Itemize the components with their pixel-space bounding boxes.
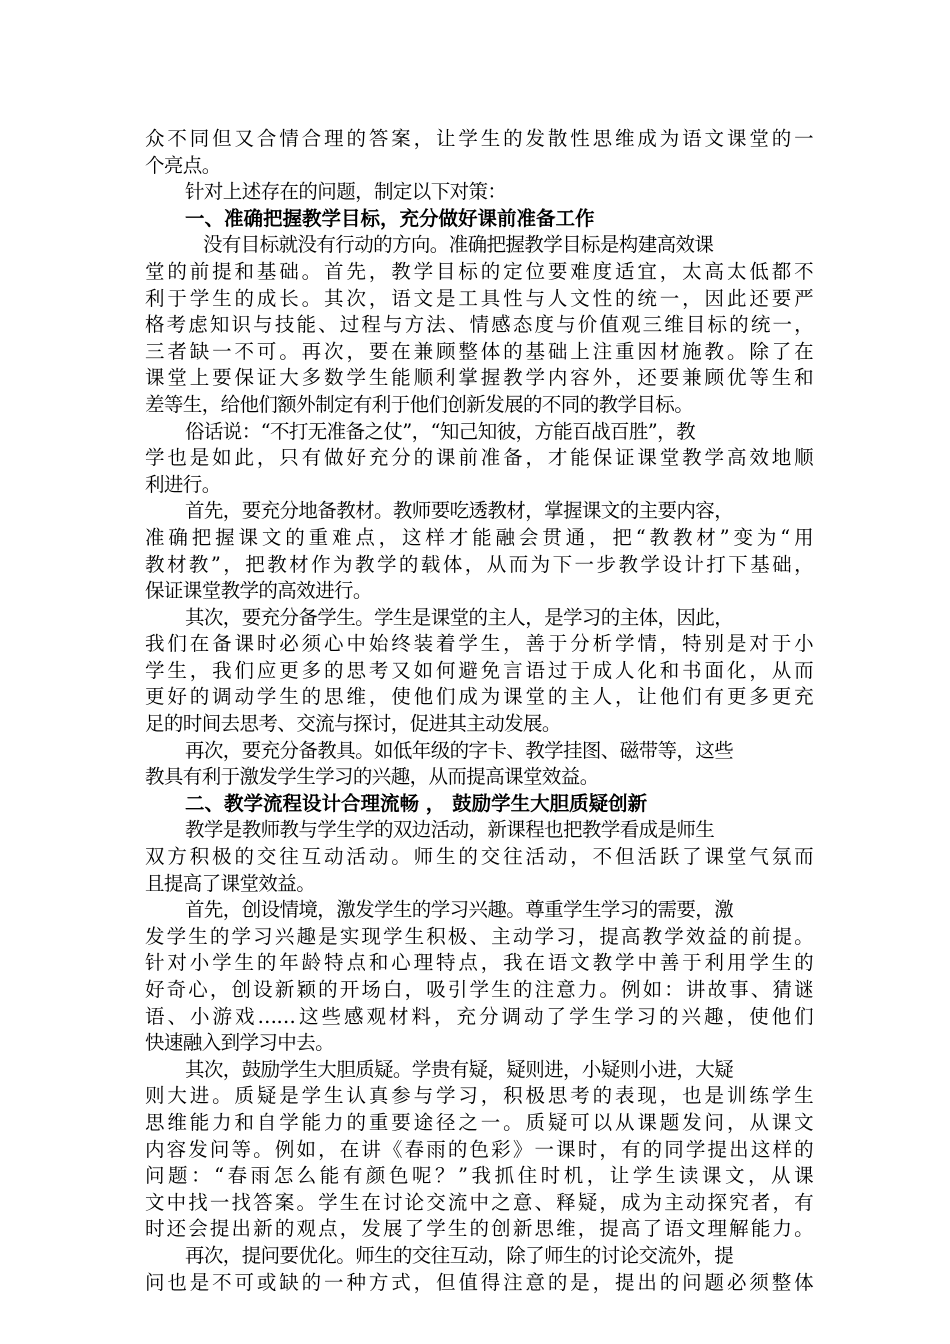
text-line: 准确把握课文的重难点，这样才能融会贯通，把“教教材”变为“用 [145, 525, 813, 549]
text-line: 三者缺一不可。再次，要在兼顾整体的基础上注重因材施教。除了在 [145, 339, 813, 363]
text-line: 快速融入到学习中去。 [145, 1031, 335, 1055]
text-line: 差等生，给他们额外制定有利于他们创新发展的不同的教学目标。 [145, 392, 694, 416]
text-line: 时还会提出新的观点，发展了学生的创新思维，提高了语文理解能力。 [145, 1217, 813, 1241]
text-line: 格考虑知识与技能、过程与方法、情感态度与价值观三维目标的统一， [145, 313, 813, 337]
text-line: 其次，要充分备学生。学生是课堂的主人，是学习的主体，因此， [185, 605, 734, 629]
text-line: 针对小学生的年龄特点和心理特点，我在语文教学中善于利用学生的 [145, 951, 813, 975]
document-body [145, 126, 813, 1296]
text-line: 好奇心，创设新颖的开场白，吸引学生的注意力。例如：讲故事、猜谜 [145, 978, 813, 1001]
text-line: 堂的前提和基础。首先，教学目标的定位要难度适宜，太高太低都不 [145, 259, 813, 283]
text-line: 课堂上要保证大多数学生能顺利掌握教学内容外，还要兼顾优等生和 [145, 366, 813, 390]
text-line: 个亮点。 [145, 153, 221, 177]
text-line: 保证课堂教学的高效进行。 [145, 579, 372, 603]
text-line: 足的时间去思考、交流与探讨，促进其主动发展。 [145, 712, 561, 736]
text-line: 发学生的学习兴趣是实现学生积极、主动学习，提高教学效益的前提。 [145, 924, 813, 948]
text-line: 再次，要充分备教具。如低年级的字卡、教学挂图、磁带等，这些 [185, 738, 734, 762]
text-line: 再次，提问要优化。师生的交往互动，除了师生的讨论交流外，提 [185, 1243, 734, 1267]
text-line: 教具有利于激发学生学习的兴趣，从而提高课堂效益。 [145, 765, 599, 789]
text-line: 其次，鼓励学生大胆质疑。学贵有疑，疑则进，小疑则小进，大疑 [185, 1057, 734, 1081]
text-line: 思维能力和自学能力的重要途径之一。质疑可以从课题发问，从课文 [145, 1110, 813, 1134]
text-line: 众不同但又合情合理的答案，让学生的发散性思维成为语文课堂的一 [145, 127, 813, 150]
text-line: 则大进。质疑是学生认真参与学习，积极思考的表现，也是训练学生 [145, 1084, 813, 1108]
text-line: 内容发问等。例如，在讲《春雨的色彩》一课时，有的同学提出这样的 [145, 1137, 813, 1161]
text-line: 俗话说：“不打无准备之仗”，“知己知彼，方能百战百胜”，教 [185, 419, 695, 443]
section-heading-2: 二、教学流程设计合理流畅 ， 鼓励学生大胆质疑创新 [185, 791, 648, 815]
text-line: 学生，我们应更多的思考又如何避免言语过于成人化和书面化，从而 [145, 658, 813, 682]
text-line: 学也是如此，只有做好充分的课前准备，才能保证课堂教学高效地顺 [145, 446, 813, 470]
text-line: 问题：“春雨怎么能有颜色呢？”我抓住时机，让学生读课文，从课 [145, 1164, 813, 1188]
text-line: 没有目标就没有行动的方向。准确把握教学目标是构建高效课 [203, 233, 714, 257]
text-line: 文中找一找答案。学生在讨论交流中之意、释疑，成为主动探究者，有 [145, 1190, 813, 1214]
text-line: 问也是不可或缺的一种方式，但值得注意的是，提出的问题必须整体 [145, 1270, 813, 1294]
text-line: 更好的调动学生的思维，使他们成为课堂的主人，让他们有更多更充 [145, 685, 813, 709]
text-line: 且提高了课堂效益。 [145, 871, 316, 895]
section-heading-1: 一、准确把握教学目标，充分做好课前准备工作 [185, 206, 595, 230]
text-line: 利进行。 [145, 472, 221, 496]
text-line: 首先，创设情境，激发学生的学习兴趣。尊重学生学习的需要，激 [185, 898, 734, 922]
text-line: 教材教”，把教材作为教学的载体，从而为下一步教学设计打下基础， [145, 552, 813, 576]
text-line: 教学是教师教与学生学的双边活动，新课程也把教学看成是师生 [185, 818, 715, 842]
text-line: 利于学生的成长。其次，语文是工具性与人文性的统一，因此还要严 [145, 286, 813, 310]
text-line: 首先，要充分地备教材。教师要吃透教材，掌握课文的主要内容， [185, 499, 734, 523]
text-line: 我们在备课时必须心中始终装着学生，善于分析学情，特别是对于小 [145, 632, 813, 656]
text-line: 针对上述存在的问题，制定以下对策： [185, 180, 507, 204]
text-line: 双方积极的交往互动活动。师生的交往活动，不但活跃了课堂气氛而 [145, 845, 813, 869]
text-line: 语、小游戏……这些感观材料，充分调动了学生学习的兴趣，使他们 [145, 1004, 813, 1028]
